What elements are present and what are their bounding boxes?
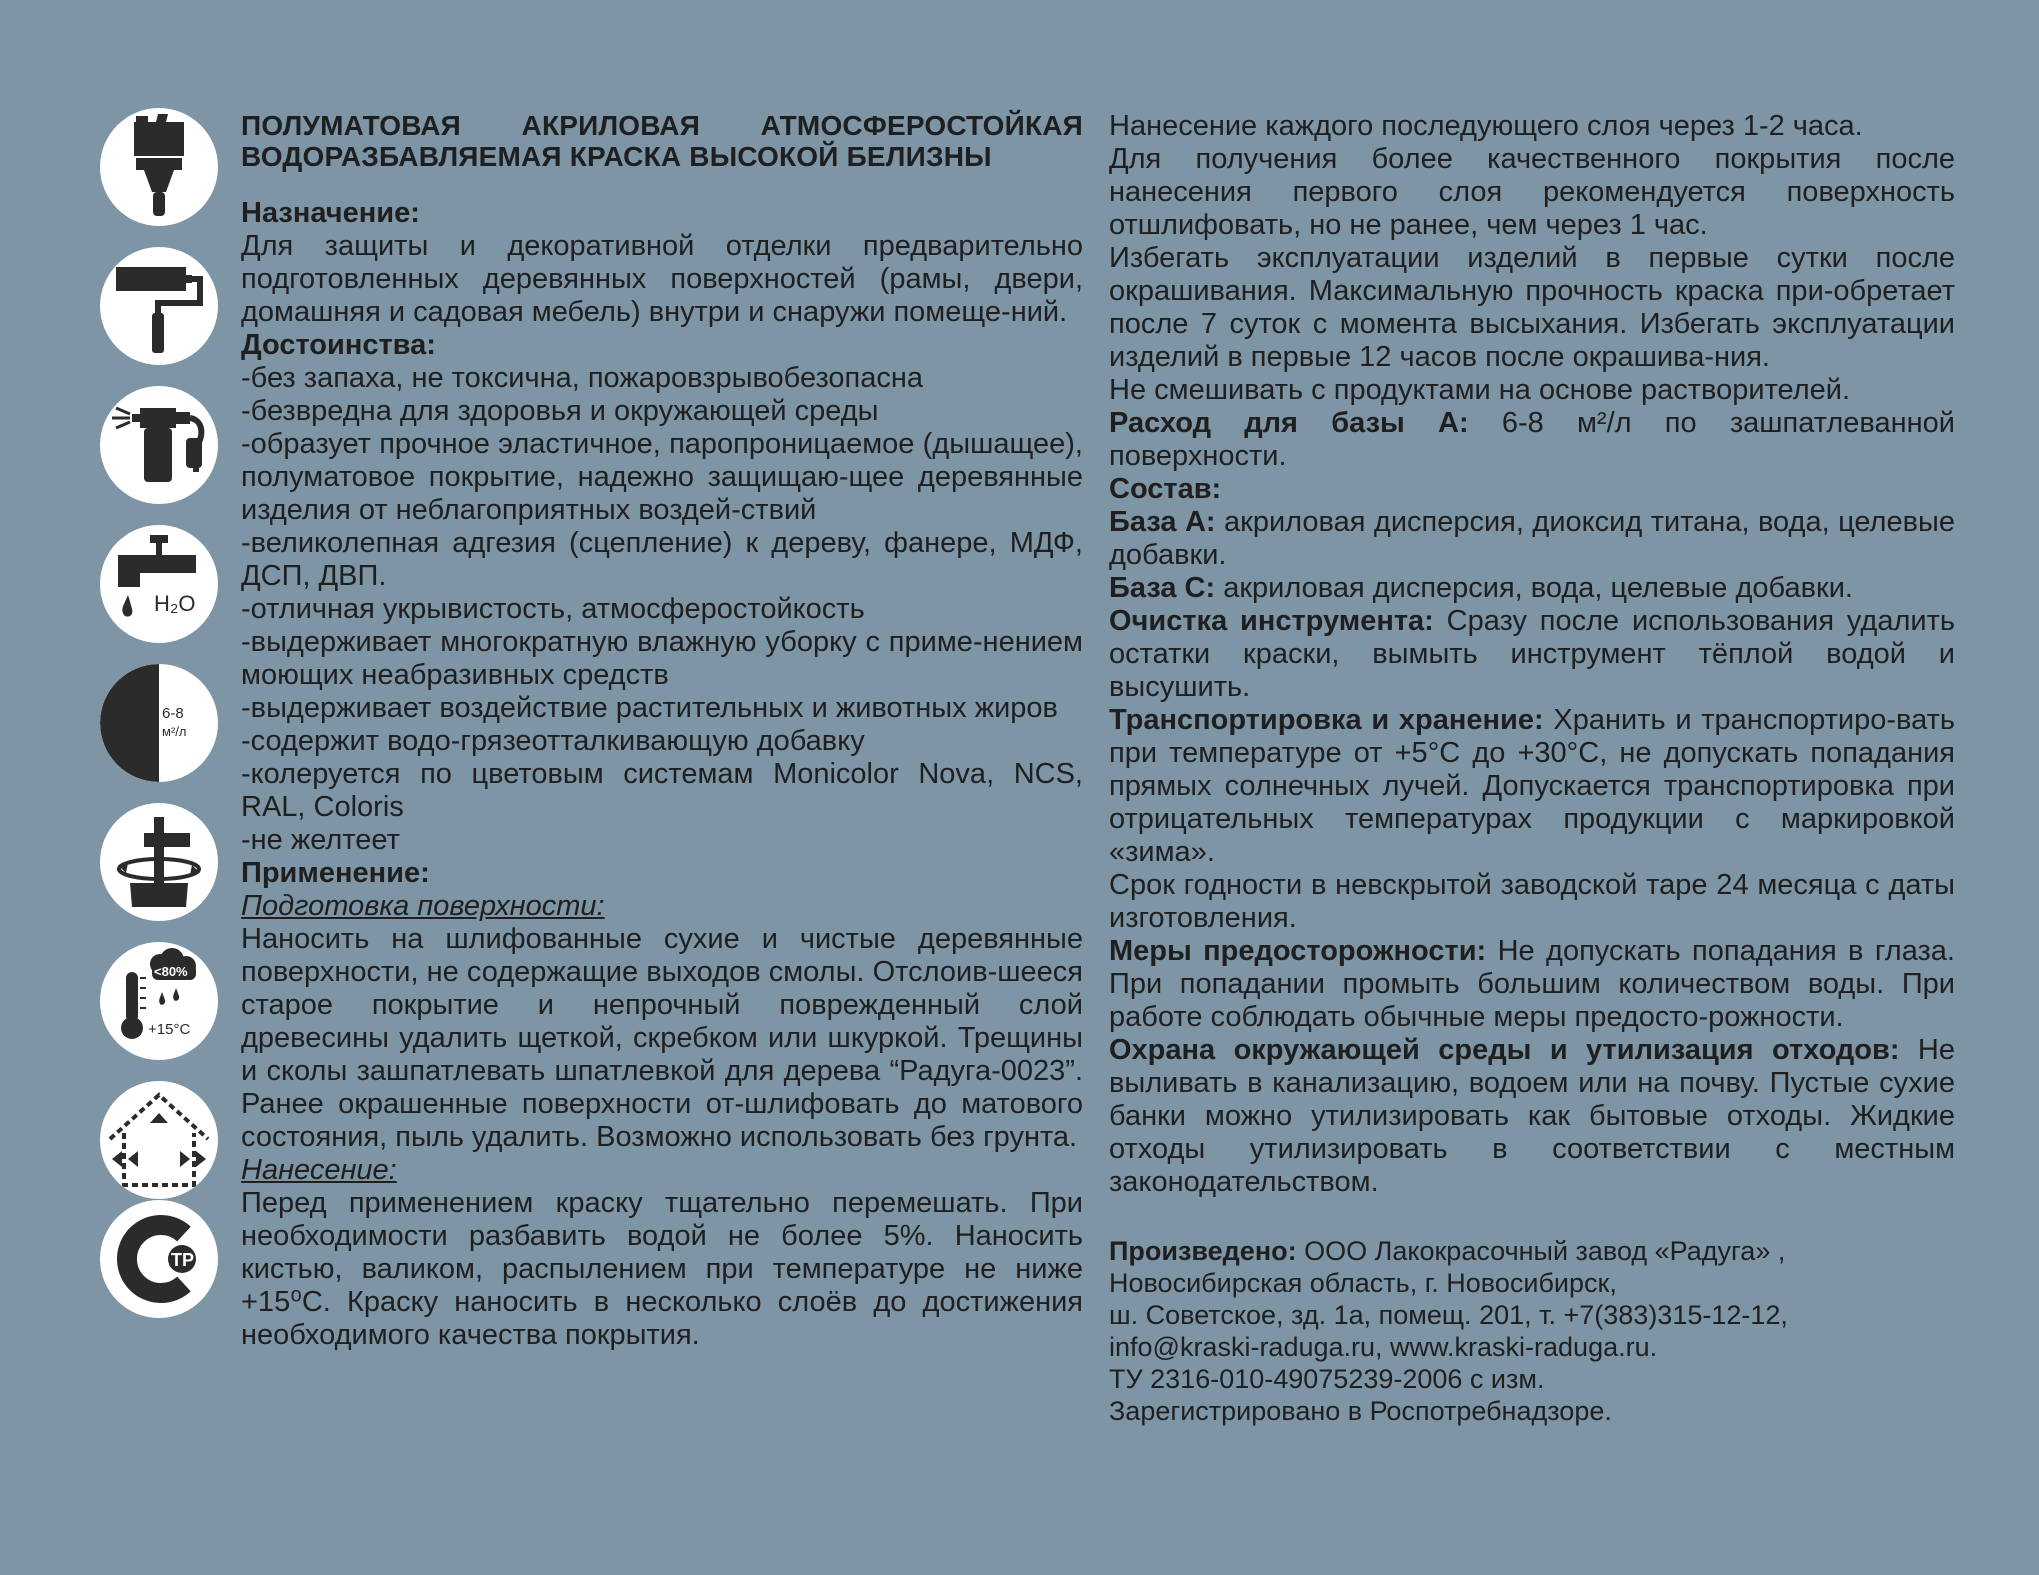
composition-heading: Состав: [1109,473,1222,505]
coverage-unit: м²/л [162,724,187,739]
shelf-life-text: Срок годности в невскрытой заводской таре 24 месяца с даты изготовления. [1109,869,1955,934]
right-column [1109,110,1955,1427]
stir-icon [100,803,218,921]
advantage-item: -не желтеет [241,824,400,856]
cleaning-paragraph [1109,605,1955,704]
safety-paragraph [1109,935,1955,1034]
base-a-text: акриловая дисперсия, диоксид титана, вода, целевые добавки. [1109,506,1955,571]
no-solvents-text: Не смешивать с продуктами на основе растворителей. [1109,374,1851,406]
manufacturer-name: ООО Лакокрасочный завод «Радуга» , [1296,1236,1786,1266]
advantage-item: -выдерживает многократную влажную уборку с приме-нением моющих неабразивных средств [241,626,1083,691]
product-title: ПОЛУМАТОВАЯ АКРИЛОВАЯ АТМОСФЕРОСТОЙКАЯ ВОДОРАЗБАВЛЯЕМАЯ КРАСКА ВЫСОКОЙ БЕЛИЗНЫ [241,110,1083,172]
sanding-text: Для получения более качественного покрытия после нанесения первого слоя рекомендуется поверхность отшлифовать, но не ранее, чем через 1 час. [1109,143,1955,241]
advantage-item: -великолепная адгезия (сцепление) к дереву, фанере, МДФ, ДСП, ДВП. [241,527,1083,592]
purpose-text: Для защиты и декоративной отделки предварительно подготовленных деревянных поверхностей (рамы, двери, домашняя и садовая мебель) внутри и снаружи помеще-ний. [241,230,1083,328]
spray-gun-icon [100,386,218,504]
transport-paragraph [1109,704,1955,869]
advantage-item: -безвредна для здоровья и окружающей среды [241,395,879,427]
base-a-paragraph [1109,506,1955,572]
environment-label: Охрана окружающей среды и утилизация отходов: [1109,1034,1900,1066]
curing-text: Избегать эксплуатации изделий в первые сутки после окрашивания. Максимальную прочность краска при-обретает после 7 суток с момента высыхания. Избегать эксплуатации изделий в первые 12 часов после окрашива-ния. [1109,242,1955,373]
manufacturer-label: Произведено: [1109,1236,1297,1266]
manufacturer-spec: ТУ 2316-010-49075239-2006 с изм. [1109,1364,1545,1394]
interior-exterior-icon [100,1081,218,1199]
surface-prep-heading: Подготовка поверхности: [241,890,605,922]
base-c-text: акриловая дисперсия, вода, целевые добавки. [1215,572,1853,604]
consumption-text: 6-8 м²/л по зашпатлеванной поверхности. [1109,407,1955,472]
advantage-item: -колеруется по цветовым системам Monicolor Nova, NCS, RAL, Coloris [241,758,1083,823]
consumption-paragraph [1109,407,1955,473]
apply-heading: Нанесение: [241,1154,397,1186]
base-c-paragraph [1109,572,1955,605]
coverage-icon [100,664,218,782]
advantage-item: -образует прочное эластичное, паропроницаемое (дышащее), полуматовое покрытие, надежно защищаю-щее деревянные изделия от неблагоприятных воздей-ствий [241,428,1083,526]
spacer [1109,1217,1955,1235]
environment-text: Не выливать в канализацию, водоем или на почву. Пустые сухие банки можно утилизировать как бытовые отходы. Жидкие отходы утилизировать в соответствии с местным законодательством. [1109,1034,1955,1198]
safety-text: Не допускать попадания в глаза. При попадании промыть большим количеством воды. При работе соблюдать обычные меры предосто-рожности. [1109,935,1955,1033]
advantage-item: -выдерживает воздействие растительных и животных жиров [241,692,1058,724]
manufacturer-block [1109,1235,1955,1427]
manufacturer-line [1109,1235,1955,1267]
spacer [1109,1199,1955,1217]
apply-text: Перед применением краску тщательно перемешать. При необходимости разбавить водой не более 5%. Наносить кистью, валиком, распылением при температуре не ниже +15⁰С. Краску наносить в несколько слоёв до достижения необходимого качества покрытия. [241,1187,1083,1351]
application-heading: Применение: [241,857,430,889]
humidity-label: <80% [154,964,188,979]
cleaning-text: Сразу после использования удалить остатки краски, вымыть инструмент тёплой водой и высушить. [1109,605,1955,703]
environment-paragraph [1109,1034,1955,1199]
layer-interval-text: Нанесение каждого последующего слоя через 1-2 часа. [1109,110,1863,142]
temperature-label: +15°С [148,1021,191,1038]
base-c-label: База С: [1109,572,1216,604]
advantages-heading: Достоинства: [241,329,436,361]
transport-label: Транспортировка и хранение: [1109,704,1544,736]
manufacturer-address: ш. Советское, зд. 1а, помещ. 201, т. +7(383)315-12-12, [1109,1300,1788,1330]
manufacturer-registration: Зарегистрировано в Роспотребнадзоре. [1109,1396,1612,1426]
roller-icon [100,247,218,365]
brush-icon [100,108,218,226]
advantage-item: -без запаха, не токсична, пожаровзрывобезопасна [241,362,924,394]
coverage-value: 6-8 [162,705,184,722]
safety-label: Меры предосторожности: [1109,935,1487,967]
transport-text: Хранить и транспортиро-вать при температуре от +5°С до +30°С, не допускать попадания прямых солнечных лучей. Допускается транспортировка при отрицательных температурах продукции с маркировкой «зима». [1109,704,1955,868]
advantage-item: -содержит водо-грязеотталкивающую добавку [241,725,865,757]
cert-label: ТР [171,1250,195,1270]
left-column [241,110,1083,1352]
water-label: H₂O [154,591,196,616]
surface-prep-text: Наносить на шлифованные сухие и чистые деревянные поверхности, не содержащие выходов смолы. Отслоив-шееся старое покрытие и непрочный поврежденный слой древесины удалить щеткой, скребком или шкуркой. Трещины и сколы зашпатлевать шпатлевкой для дерева “Радуга-0023”. Ранее окрашенные поверхности от-шлифовать до матового состояния, пыль удалить. Возможно использовать без грунта. [241,923,1083,1153]
base-a-label: База А: [1109,506,1216,538]
cleaning-label: Очистка инструмента: [1109,605,1434,637]
advantage-item: -отличная укрывистость, атмосферостойкость [241,593,865,625]
manufacturer-region: Новосибирская область, г. Новосибирск, [1109,1268,1617,1298]
certification-icon [100,1200,218,1318]
purpose-heading: Назначение: [241,197,420,229]
consumption-label: Расход для базы А: [1109,407,1469,439]
humidity-temperature-icon [100,942,218,1060]
manufacturer-web: info@kraski-raduga.ru, www.kraski-raduga.ru. [1109,1332,1658,1362]
water-tap-icon [100,525,218,643]
